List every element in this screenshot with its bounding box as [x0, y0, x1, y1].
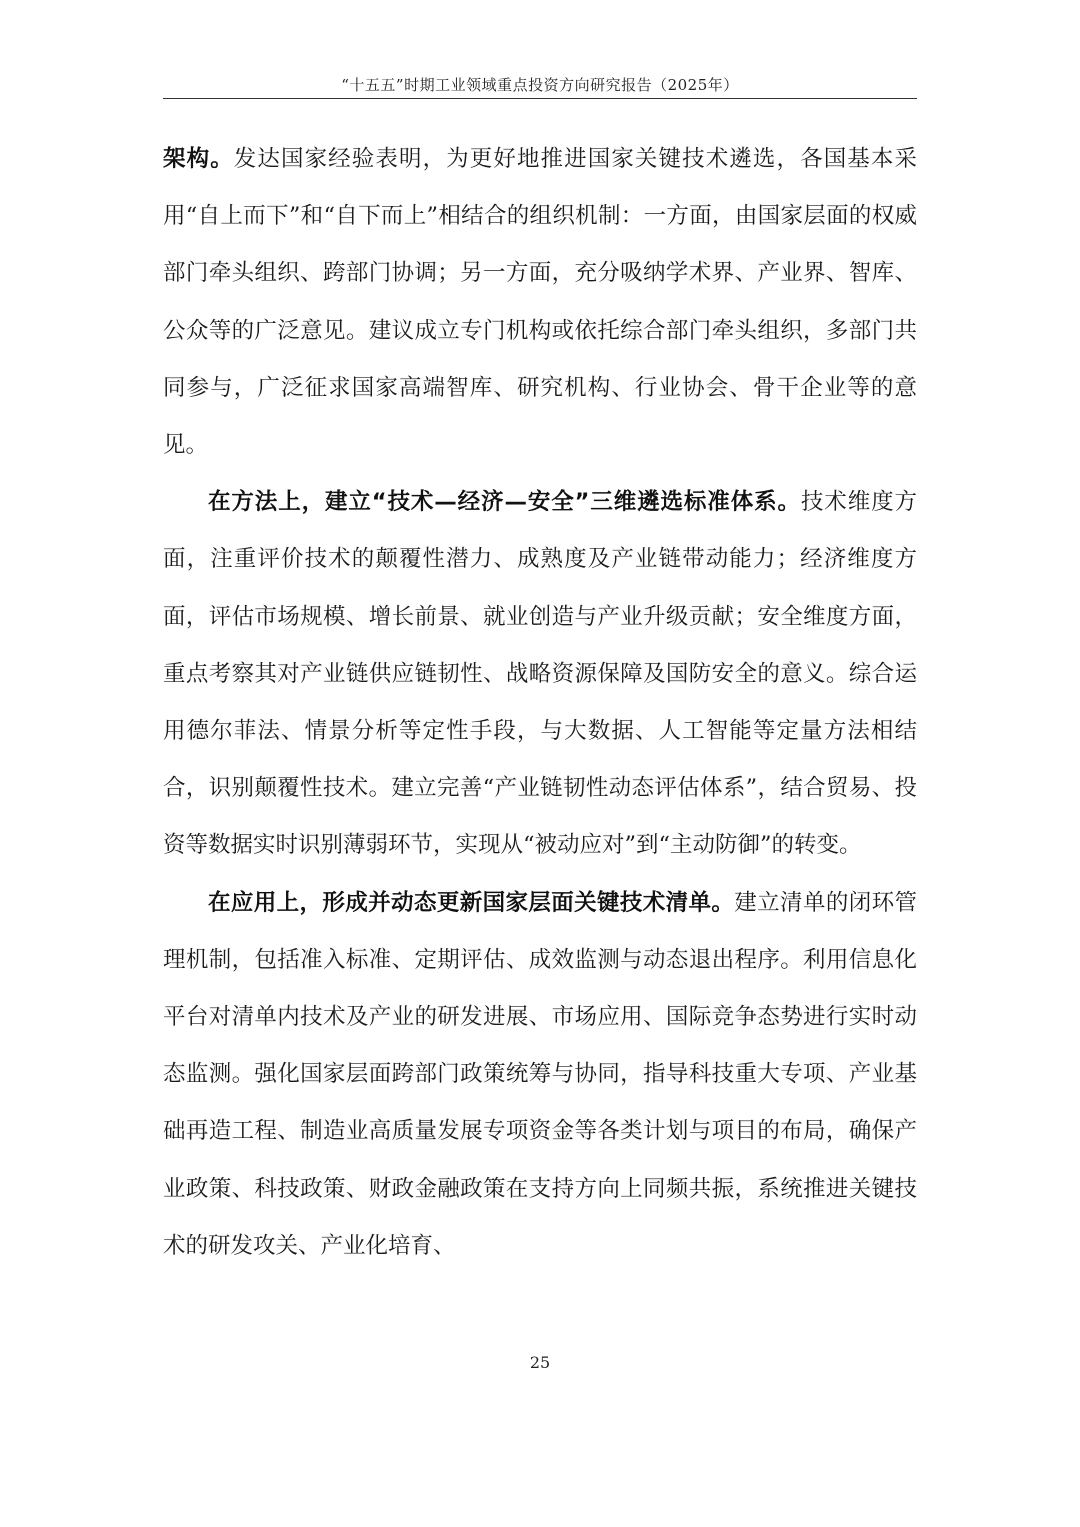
body-text [163, 131, 917, 1275]
paragraph-method [163, 474, 917, 874]
paragraph-lead-bold: 在方法上，建立“技术—经济—安全”三维遴选标准体系。 [208, 489, 801, 516]
paragraph-lead-bold: 在应用上，形成并动态更新国家层面关键技术清单。 [208, 889, 735, 916]
paragraph-application [163, 875, 917, 1275]
paragraph-body: 技术维度方面，注重评价技术的颠覆性潜力、成熟度及产业链带动能力；经济维度方面，评估市场规模、增长前景、就业创造与产业升级贡献；安全维度方面，重点考察其对产业链供应链韧性、战略资源保障及国防安全的意义。综合运用德尔菲法、情景分析等定性手段，与大数据、人工智能等定量方法相结合，识别颠覆性技术。建立完善“产业链韧性动态评估体系”，结合贸易、投资等数据实时识别薄弱环节，实现从“被动应对”到“主动防御”的转变。 [163, 489, 917, 859]
paragraph-organization [163, 131, 917, 474]
paragraph-body: 发达国家经验表明，为更好地推进国家关键技术遴选，各国基本采用“自上而下”和“自下而上”相结合的组织机制：一方面，由国家层面的权威部门牵头组织、跨部门协调；另一方面，充分吸纳学术界、产业界、智库、公众等的广泛意见。建议成立专门机构或依托综合部门牵头组织，多部门共同参与，广泛征求国家高端智库、研究机构、行业协会、骨干企业等的意见。 [163, 146, 917, 459]
paragraph-body: 建立清单的闭环管理机制，包括准入标准、定期评估、成效监测与动态退出程序。利用信息化平台对清单内技术及产业的研发进展、市场应用、国际竞争态势进行实时动态监测。强化国家层面跨部门政策统筹与协同，指导科技重大专项、产业基础再造工程、制造业高质量发展专项资金等各类计划与项目的布局，确保产业政策、科技政策、财政金融政策在支持方向上同频共振，系统推进关键技术的研发攻关、产业化培育、 [163, 889, 917, 1259]
page-number: 25 [529, 1353, 551, 1372]
header-divider [163, 98, 917, 99]
running-header: “十五五”时期工业领域重点投资方向研究报告（2025年） [341, 76, 739, 94]
paragraph-lead-bold: 架构。 [163, 146, 234, 172]
